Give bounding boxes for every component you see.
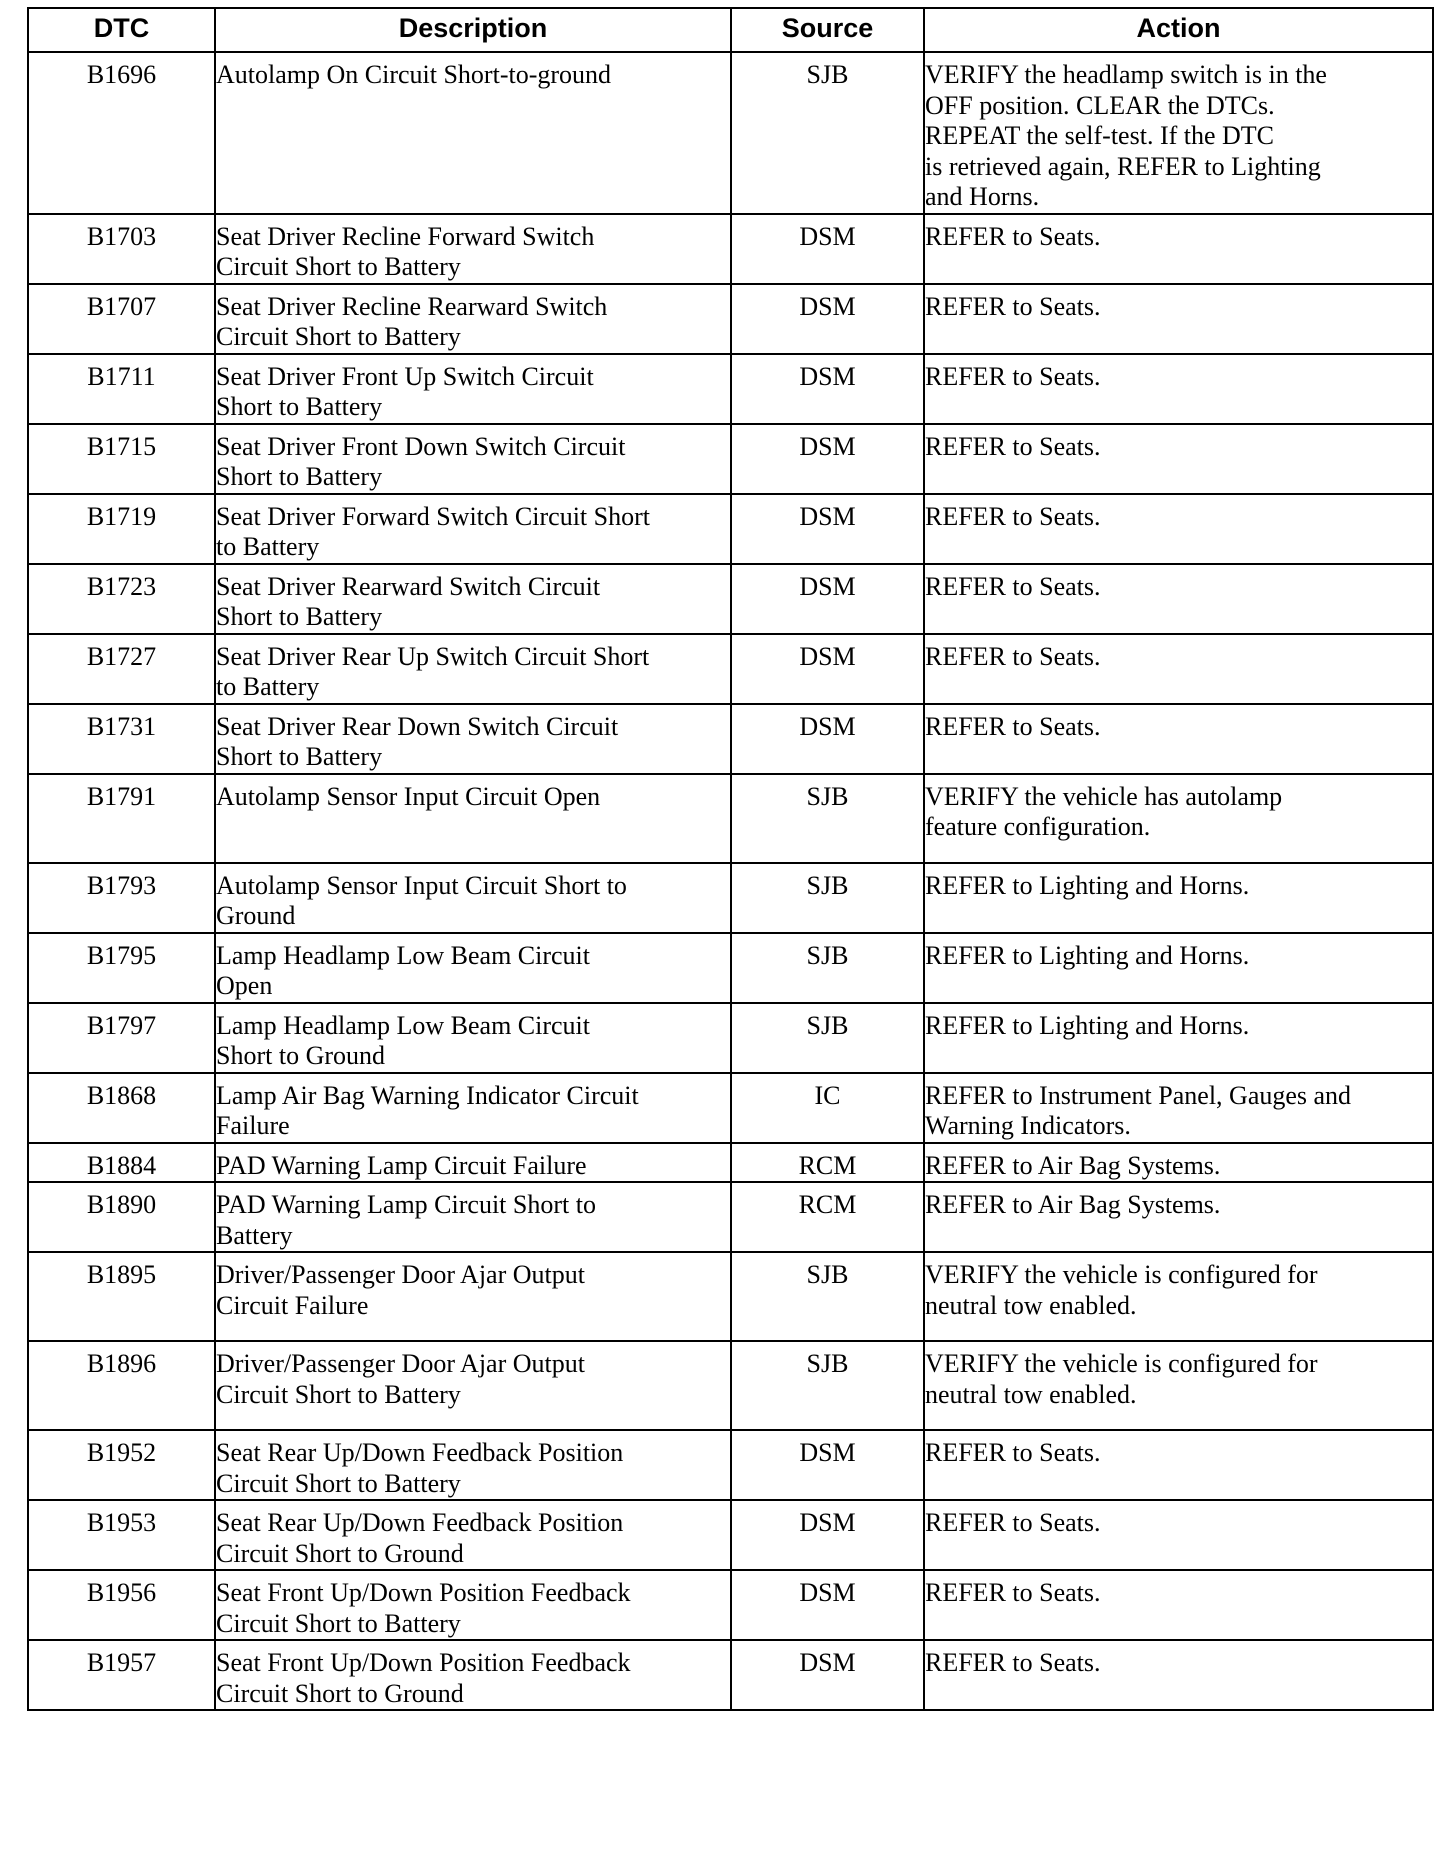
source-cell	[731, 1003, 924, 1073]
dtc-code-cell	[28, 1182, 215, 1252]
dtc-code-cell-text: B1797	[86, 1010, 157, 1040]
dtc-code-cell-text: B1896	[86, 1349, 157, 1378]
table-row	[28, 704, 1433, 774]
description-cell-text: Lamp Headlamp Low Beam Circuit Short to Ground	[216, 1010, 591, 1070]
action-cell-text: REFER to Seats.	[925, 1648, 1101, 1677]
action-cell-text: REFER to Seats.	[925, 711, 1101, 741]
dtc-code-cell-text: B1715	[86, 431, 157, 461]
source-cell-text: SJB	[806, 60, 849, 89]
source-cell-text: DSM	[799, 711, 856, 741]
source-cell	[731, 1640, 924, 1710]
dtc-code-cell-text: B1731	[86, 711, 157, 741]
action-cell-text: REFER to Seats.	[925, 571, 1101, 601]
dtc-code-cell-text: B1895	[86, 1260, 157, 1289]
description-cell	[215, 1073, 731, 1143]
description-cell	[215, 933, 731, 1003]
table-row	[28, 354, 1433, 424]
dtc-code-cell	[28, 1143, 215, 1183]
source-cell	[731, 284, 924, 354]
source-cell-text: IC	[814, 1080, 841, 1110]
source-cell-text: DSM	[799, 501, 856, 531]
action-cell-text: REFER to Seats.	[925, 641, 1101, 671]
table-row	[28, 214, 1433, 284]
table-row	[28, 1073, 1433, 1143]
table-row	[28, 1003, 1433, 1073]
document-page	[27, 7, 1432, 1711]
source-cell-text: DSM	[799, 1648, 856, 1677]
description-cell	[215, 494, 731, 564]
dtc-code-cell	[28, 424, 215, 494]
description-cell-text: Seat Front Up/Down Position Feedback Circuit Short to Battery	[216, 1578, 631, 1638]
description-cell-text: Seat Driver Front Down Switch Circuit Short to Battery	[216, 431, 626, 491]
description-cell-text: Seat Rear Up/Down Feedback Position Circuit Short to Ground	[216, 1508, 624, 1568]
action-cell	[924, 494, 1433, 564]
action-cell	[924, 1182, 1433, 1252]
source-cell	[731, 704, 924, 774]
action-cell-text: REFER to Instrument Panel, Gauges and Warning Indicators.	[925, 1080, 1352, 1140]
source-cell	[731, 1570, 924, 1640]
description-cell-text: Autolamp Sensor Input Circuit Short to Ground	[216, 870, 627, 930]
source-cell	[731, 774, 924, 863]
table-row	[28, 1570, 1433, 1640]
description-cell-text: Seat Front Up/Down Position Feedback Circuit Short to Ground	[216, 1648, 631, 1708]
dtc-code-cell	[28, 1500, 215, 1570]
dtc-code-cell-text: B1727	[86, 641, 157, 671]
action-cell-text: REFER to Seats.	[925, 361, 1101, 391]
action-cell-text: VERIFY the vehicle is configured for neutral tow enabled.	[925, 1349, 1318, 1409]
table-row	[28, 933, 1433, 1003]
dtc-code-cell-text: B1711	[87, 361, 156, 391]
dtc-code-cell-text: B1723	[86, 571, 157, 601]
description-cell	[215, 214, 731, 284]
action-cell	[924, 284, 1433, 354]
description-cell	[215, 354, 731, 424]
action-cell-text: REFER to Seats.	[925, 291, 1101, 321]
source-cell	[731, 1143, 924, 1183]
action-cell	[924, 774, 1433, 863]
action-cell-text: VERIFY the vehicle has autolamp feature configuration.	[925, 781, 1283, 841]
description-cell-text: Seat Driver Front Up Switch Circuit Short to Battery	[216, 361, 594, 421]
description-cell	[215, 704, 731, 774]
source-cell-text: DSM	[799, 571, 856, 601]
dtc-code-cell	[28, 1430, 215, 1500]
description-cell	[215, 634, 731, 704]
table-row	[28, 424, 1433, 494]
dtc-code-cell	[28, 214, 215, 284]
action-cell	[924, 1640, 1433, 1710]
dtc-code-cell	[28, 704, 215, 774]
action-cell	[924, 1570, 1433, 1640]
description-cell-text: Lamp Headlamp Low Beam Circuit Open	[216, 940, 591, 1000]
source-cell	[731, 1073, 924, 1143]
source-cell	[731, 863, 924, 933]
table-row	[28, 494, 1433, 564]
source-cell-text: DSM	[799, 1578, 856, 1607]
action-cell-text: VERIFY the headlamp switch is in the OFF position. CLEAR the DTCs. REPEAT the self-test. If the DTC is retrieved again, REFER to Lighting and Horns.	[925, 60, 1327, 211]
action-cell	[924, 1143, 1433, 1183]
header-source: Source	[731, 8, 924, 52]
action-cell-text: REFER to Seats.	[925, 221, 1101, 251]
table-row	[28, 1143, 1433, 1183]
action-cell-text: REFER to Seats.	[925, 1508, 1101, 1537]
dtc-code-cell-text: B1793	[86, 870, 157, 900]
action-cell-text: REFER to Seats.	[925, 431, 1101, 461]
dtc-code-cell	[28, 52, 215, 214]
dtc-code-cell	[28, 1252, 215, 1341]
action-cell-text: REFER to Seats.	[925, 501, 1101, 531]
action-cell	[924, 354, 1433, 424]
description-cell	[215, 284, 731, 354]
action-cell	[924, 1003, 1433, 1073]
source-cell-text: SJB	[806, 870, 849, 900]
dtc-code-cell-text: B1696	[86, 60, 157, 89]
description-cell	[215, 1182, 731, 1252]
description-cell	[215, 863, 731, 933]
dtc-code-cell-text: B1795	[86, 940, 157, 970]
description-cell-text: Driver/Passenger Door Ajar Output Circuit Short to Battery	[216, 1349, 585, 1409]
action-cell	[924, 933, 1433, 1003]
source-cell-text: SJB	[806, 940, 849, 970]
header-description: Description	[215, 8, 731, 52]
description-cell-text: Seat Driver Rearward Switch Circuit Short to Battery	[216, 571, 601, 631]
source-cell	[731, 424, 924, 494]
description-cell-text: PAD Warning Lamp Circuit Short to Battery	[216, 1190, 596, 1250]
dtc-code-cell-text: B1719	[86, 501, 157, 531]
source-cell-text: SJB	[806, 1010, 849, 1040]
table-row	[28, 1430, 1433, 1500]
description-cell	[215, 1640, 731, 1710]
table-row	[28, 1500, 1433, 1570]
description-cell-text: Seat Driver Recline Forward Switch Circuit Short to Battery	[216, 221, 595, 281]
source-cell	[731, 354, 924, 424]
action-cell	[924, 424, 1433, 494]
source-cell	[731, 1182, 924, 1252]
description-cell	[215, 564, 731, 634]
description-cell-text: PAD Warning Lamp Circuit Failure	[216, 1150, 587, 1180]
action-cell	[924, 1341, 1433, 1430]
dtc-code-cell	[28, 933, 215, 1003]
action-cell-text: REFER to Air Bag Systems.	[925, 1190, 1221, 1219]
action-cell	[924, 1500, 1433, 1570]
table-row	[28, 863, 1433, 933]
dtc-code-cell-text: B1956	[86, 1578, 157, 1607]
dtc-code-cell	[28, 494, 215, 564]
dtc-code-cell	[28, 1003, 215, 1073]
action-cell-text: REFER to Seats.	[925, 1438, 1101, 1467]
dtc-code-cell-text: B1868	[86, 1080, 157, 1110]
source-cell	[731, 214, 924, 284]
header-action: Action	[924, 8, 1433, 52]
description-cell	[215, 1252, 731, 1341]
source-cell	[731, 52, 924, 214]
dtc-code-cell-text: B1703	[86, 221, 157, 251]
dtc-code-cell	[28, 1341, 215, 1430]
description-cell	[215, 1430, 731, 1500]
source-cell-text: DSM	[799, 641, 856, 671]
dtc-code-cell-text: B1707	[86, 291, 157, 321]
source-cell-text: DSM	[799, 361, 856, 391]
dtc-code-cell	[28, 1570, 215, 1640]
source-cell	[731, 933, 924, 1003]
dtc-code-cell-text: B1953	[86, 1508, 157, 1537]
source-cell-text: DSM	[799, 221, 856, 251]
description-cell	[215, 1143, 731, 1183]
dtc-code-cell-text: B1957	[86, 1648, 157, 1677]
description-cell	[215, 1500, 731, 1570]
dtc-code-cell	[28, 634, 215, 704]
table-body	[28, 52, 1433, 1710]
source-cell-text: DSM	[799, 1438, 856, 1467]
dtc-code-cell	[28, 774, 215, 863]
action-cell-text: REFER to Lighting and Horns.	[925, 940, 1250, 970]
source-cell-text: RCM	[798, 1190, 857, 1219]
action-cell	[924, 52, 1433, 214]
action-cell	[924, 863, 1433, 933]
action-cell-text: REFER to Lighting and Horns.	[925, 870, 1250, 900]
description-cell-text: Seat Rear Up/Down Feedback Position Circuit Short to Battery	[216, 1438, 624, 1498]
dtc-code-cell-text: B1890	[86, 1190, 157, 1219]
table-row	[28, 284, 1433, 354]
dtc-code-cell-text: B1952	[86, 1438, 157, 1467]
action-cell	[924, 1073, 1433, 1143]
source-cell	[731, 1341, 924, 1430]
action-cell	[924, 1430, 1433, 1500]
action-cell-text: VERIFY the vehicle is configured for neutral tow enabled.	[925, 1260, 1318, 1320]
description-cell	[215, 1341, 731, 1430]
description-cell-text: Autolamp On Circuit Short-to-ground	[216, 60, 612, 89]
source-cell-text: SJB	[806, 1349, 849, 1378]
dtc-code-cell	[28, 284, 215, 354]
description-cell	[215, 424, 731, 494]
table-row	[28, 52, 1433, 214]
description-cell	[215, 774, 731, 863]
table-row	[28, 1341, 1433, 1430]
dtc-code-cell	[28, 1073, 215, 1143]
source-cell-text: DSM	[799, 431, 856, 461]
table-row	[28, 1640, 1433, 1710]
dtc-code-cell-text: B1791	[86, 781, 157, 811]
description-cell-text: Autolamp Sensor Input Circuit Open	[216, 781, 601, 811]
source-cell-text: SJB	[806, 1260, 849, 1289]
table-row	[28, 774, 1433, 863]
action-cell	[924, 634, 1433, 704]
description-cell-text: Seat Driver Recline Rearward Switch Circuit Short to Battery	[216, 291, 608, 351]
dtc-code-cell	[28, 1640, 215, 1710]
source-cell	[731, 494, 924, 564]
dtc-code-cell	[28, 354, 215, 424]
description-cell-text: Seat Driver Rear Down Switch Circuit Short to Battery	[216, 711, 619, 771]
description-cell-text: Seat Driver Rear Up Switch Circuit Short to Battery	[216, 641, 650, 701]
source-cell-text: SJB	[806, 781, 849, 811]
table-row	[28, 1252, 1433, 1341]
dtc-code-cell	[28, 863, 215, 933]
dtc-code-cell	[28, 564, 215, 634]
source-cell	[731, 1500, 924, 1570]
source-cell-text: RCM	[798, 1150, 857, 1180]
source-cell-text: DSM	[799, 1508, 856, 1537]
source-cell	[731, 1252, 924, 1341]
source-cell-text: DSM	[799, 291, 856, 321]
action-cell	[924, 704, 1433, 774]
action-cell-text: REFER to Lighting and Horns.	[925, 1010, 1250, 1040]
header-dtc: DTC	[28, 8, 215, 52]
table-header-row	[28, 8, 1433, 52]
table-row	[28, 564, 1433, 634]
source-cell	[731, 564, 924, 634]
description-cell-text: Seat Driver Forward Switch Circuit Short to Battery	[216, 501, 650, 561]
table-row	[28, 1182, 1433, 1252]
description-cell-text: Lamp Air Bag Warning Indicator Circuit Failure	[216, 1080, 639, 1140]
action-cell-text: REFER to Seats.	[925, 1578, 1101, 1607]
dtc-table	[27, 7, 1434, 1711]
source-cell	[731, 1430, 924, 1500]
description-cell-text: Driver/Passenger Door Ajar Output Circuit Failure	[216, 1260, 585, 1320]
action-cell-text: REFER to Air Bag Systems.	[925, 1150, 1221, 1180]
action-cell	[924, 564, 1433, 634]
description-cell	[215, 1570, 731, 1640]
dtc-code-cell-text: B1884	[86, 1150, 157, 1180]
action-cell	[924, 214, 1433, 284]
action-cell	[924, 1252, 1433, 1341]
source-cell	[731, 634, 924, 704]
description-cell	[215, 52, 731, 214]
table-row	[28, 634, 1433, 704]
description-cell	[215, 1003, 731, 1073]
